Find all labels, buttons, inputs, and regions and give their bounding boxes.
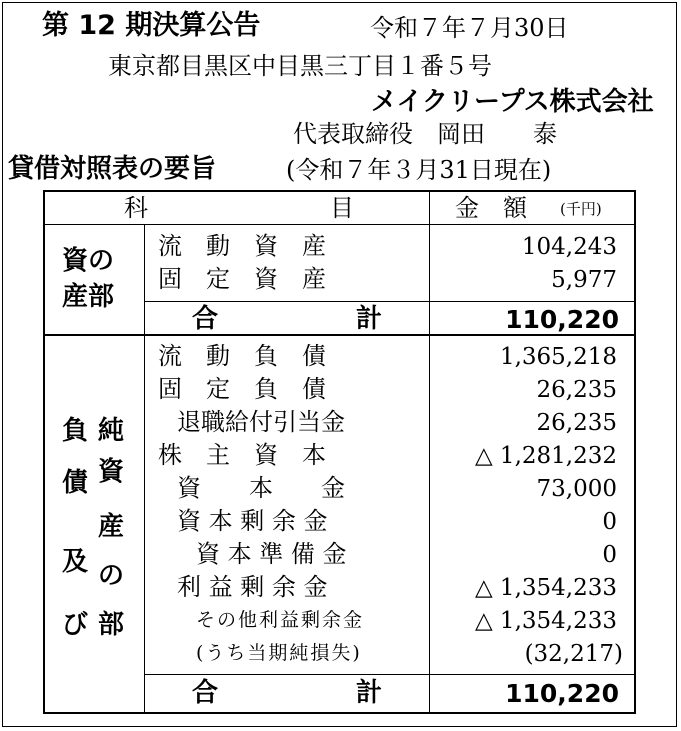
equity-label-3: 産: [98, 512, 125, 542]
assets-total-label-2: 計: [356, 304, 383, 334]
header-item-2: 目: [330, 194, 354, 222]
divider: [144, 224, 145, 713]
statement-subtitle: 貸借対照表の要旨: [8, 154, 217, 184]
liab-label-1: 負: [62, 416, 89, 446]
liab-label-4: び: [62, 610, 89, 640]
notice-date: 令和７年７月30日: [370, 14, 569, 42]
liab-row-label: 資 本 剰 余 金: [177, 507, 328, 535]
asset-value: 5,977: [551, 267, 617, 293]
liab-row-value: 1,365,218: [499, 344, 617, 370]
divider: [44, 334, 635, 336]
divider: [145, 674, 635, 675]
divider: [145, 301, 635, 302]
liab-label-2: 債: [62, 468, 89, 498]
liab-total-label-1: 合: [192, 678, 219, 708]
liab-row-label: その他利益剰余金: [196, 609, 365, 631]
asset-label: 流 動 資 産: [158, 232, 326, 260]
liab-row-value: 26,235: [536, 377, 617, 403]
statement-date: (令和７年３月31日現在): [286, 156, 552, 184]
liab-row-label: (うち当期純損失): [196, 642, 362, 664]
asset-label: 固 定 資 産: [158, 265, 326, 293]
company-name: メイクリープス株式会社: [371, 87, 654, 117]
liab-row-value: (32,217): [524, 641, 623, 667]
liab-row-value: △ 1,354,233: [474, 575, 617, 601]
assets-section-label-1: 資の: [62, 246, 115, 276]
representative: 代表取締役 岡田 泰: [293, 120, 557, 148]
assets-total-value: 110,220: [505, 305, 619, 334]
notice-title: 第 12 期決算公告: [42, 10, 261, 41]
company-address: 東京都目黒区中目黒三丁目１番５号: [108, 52, 492, 80]
header-item-1: 科: [124, 194, 148, 222]
assets-total-label-1: 合: [192, 304, 219, 334]
liab-label-3: 及: [62, 547, 89, 577]
assets-section-label-2: 産部: [62, 282, 115, 312]
liab-row-value: △ 1,281,232: [474, 443, 617, 469]
liab-row-value: 73,000: [536, 476, 617, 502]
liab-row-label: 退職給付引当金: [177, 408, 345, 436]
liab-row-label: 利 益 剰 余 金: [177, 573, 328, 601]
liab-row-value: 0: [602, 542, 617, 568]
liab-row-label: 資 本 準 備 金: [196, 540, 347, 568]
liab-total-value: 110,220: [505, 679, 619, 708]
divider: [44, 224, 635, 225]
equity-label-4: の: [98, 561, 125, 591]
asset-value: 104,243: [521, 234, 617, 260]
liab-row-label: 固 定 負 債: [158, 375, 326, 403]
liab-row-label: 資 本 金: [177, 474, 345, 502]
liab-total-label-2: 計: [356, 678, 383, 708]
equity-label-2: 資: [98, 457, 125, 487]
header-amount: 金 額: [455, 194, 527, 222]
liab-row-label: 株 主 資 本: [158, 441, 326, 469]
liab-row-value: 0: [602, 509, 617, 535]
liab-row-value: △ 1,354,233: [474, 608, 617, 634]
equity-label-5: 部: [98, 610, 125, 640]
liab-row-value: 26,235: [536, 410, 617, 436]
liab-row-label: 流 動 負 債: [158, 342, 326, 370]
equity-label-1: 純: [98, 416, 125, 446]
header-unit: (千円): [560, 200, 602, 218]
divider: [429, 191, 430, 713]
